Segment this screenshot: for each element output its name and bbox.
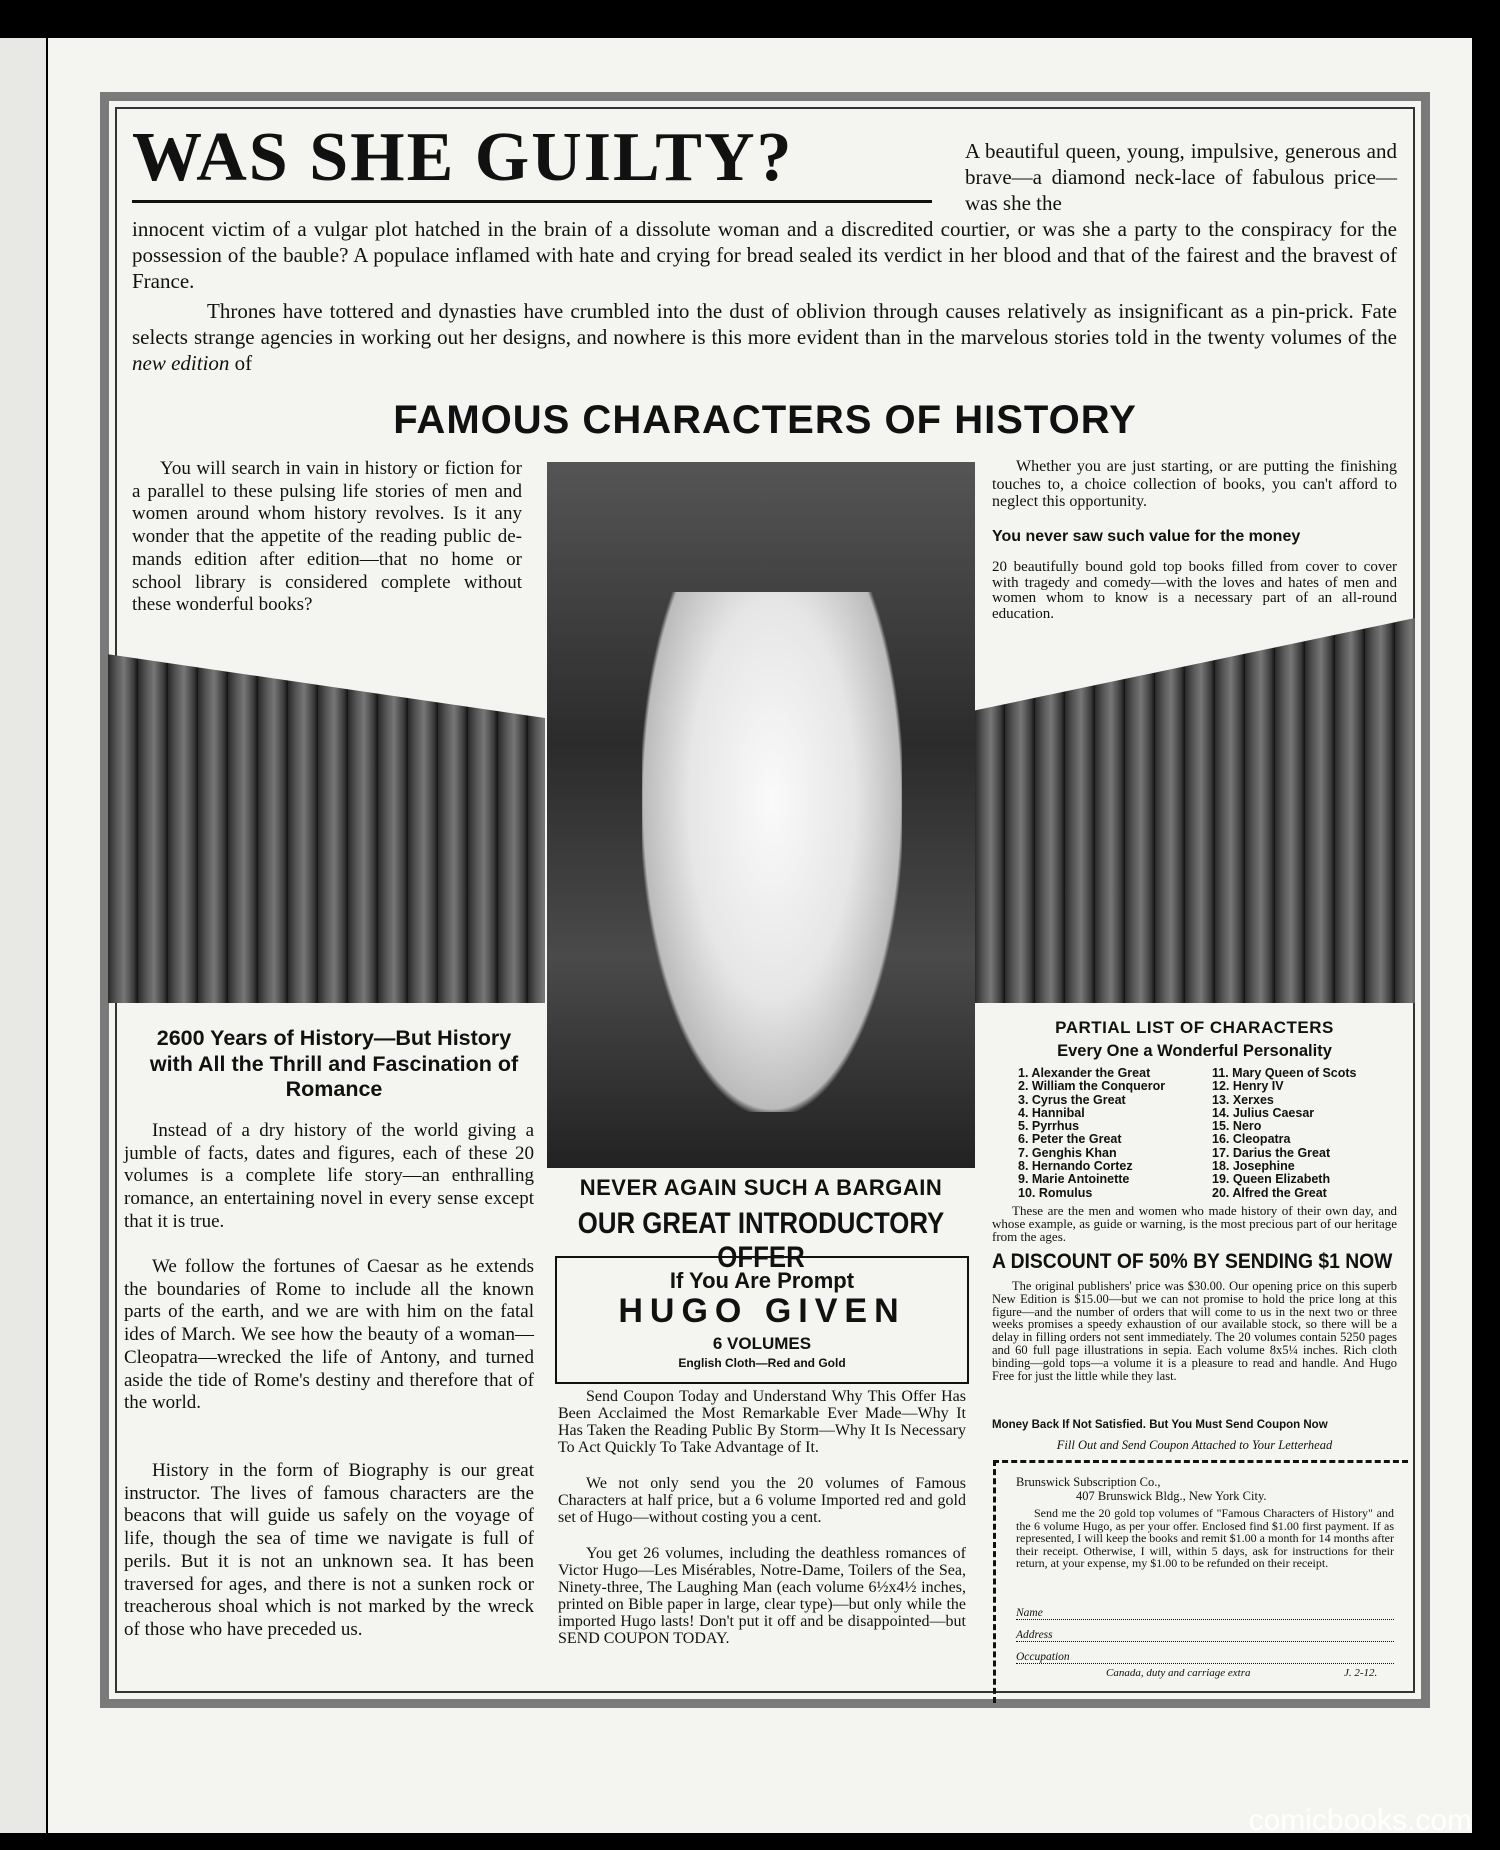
partial-list-subtitle: Every One a Wonderful Personality xyxy=(1057,1042,1332,1060)
order-coupon[interactable] xyxy=(993,1460,1408,1703)
offer-line: OUR GREAT INTRODUCTORY OFFER xyxy=(577,1207,945,1274)
headline-rule xyxy=(132,200,932,203)
box-line-4: English Cloth—Red and Gold xyxy=(678,1356,846,1370)
left-paragraph-1: Instead of a dry history of the world giving a jumble of facts, dates and figures, each of these 20 volumes is a complete life story—an enthralling romance, an entertaining novel in every sense except that it is true. xyxy=(124,1120,534,1232)
coupon-address-2: 407 Brunswick Bldg., New York City. xyxy=(1076,1489,1267,1503)
character: 16. Cleopatra xyxy=(1212,1132,1291,1147)
facing-page-strip xyxy=(0,38,46,1833)
coupon-name-field[interactable]: Name xyxy=(1016,1607,1394,1620)
left-paragraph-2: We follow the fortunes of Caesar as he extends the boundaries of Rome to include all the known parts of the earth, and we are with him on the fatal ides of March. We see how the beauty of a woman—Cleopatra—wrecked the life of Antony, and turned aside the tide of Rome's destiny and therefore that of the world. xyxy=(124,1256,534,1414)
intro-continued: innocent victim of a vulgar plot hatched in the brain of a dissolute woman and a discredited courtier, or was she a party to the conspiracy for the possession of the bauble? A populace inflamed with hate and crying for bread sealed its verdict in her blood and that of the fairest and the bravest of France. xyxy=(132,217,1397,293)
coupon-address-1: Brunswick Subscription Co., xyxy=(1016,1475,1161,1489)
figure-woman xyxy=(642,592,902,1112)
character: 8. Hernando Cortez xyxy=(1018,1159,1133,1174)
right-top-text-2: 20 beautifully bound gold top books filled from cover to cover with tragedy and comedy—with the loves and hates of men and women whom to know is a necessary part of an all-round education. xyxy=(992,559,1397,622)
character: 20. Alfred the Great xyxy=(1212,1185,1327,1200)
character: 10. Romulus xyxy=(1018,1185,1093,1200)
box-line-3: 6 VOLUMES xyxy=(712,1334,812,1353)
fill-out-note: Fill Out and Send Coupon Attached to Your Letterhead xyxy=(1056,1438,1333,1452)
character-list-left xyxy=(1018,1067,1212,1200)
marie-antoinette-illustration xyxy=(547,462,975,1168)
character: 4. Hannibal xyxy=(1018,1105,1085,1120)
character-list-right xyxy=(1212,1067,1361,1200)
box-line-1: If You Are Prompt xyxy=(669,1268,855,1293)
character: 7. Genghis Khan xyxy=(1018,1145,1117,1160)
center-paragraph-2: We not only send you the 20 volumes of Famous Characters at half price, but a 6 volume Imported red and gold set of Hugo—without costing you a cent. xyxy=(558,1475,966,1526)
box-line-2: HUGO GIVEN xyxy=(618,1292,906,1330)
list-note: These are the men and women who made history of their own day, and whose example, as guide or warning, is the most precious part of our heritage from the ages. xyxy=(992,1203,1397,1244)
section-title: FAMOUS CHARACTERS OF HISTORY xyxy=(393,398,1137,442)
intro-paragraph-2 xyxy=(132,298,1397,376)
coupon-code: J. 2-12. xyxy=(1344,1667,1378,1679)
coupon-body: Send me the 20 gold top volumes of "Famous Characters of History" and the 6 volume Hugo, as per your offer. Enclosed find $1.00 first payment. If as represented, I will keep the books and remit $1.00 a month for 14 months after their receipt. Otherwise, I will, within 5 days, ask for instructions for their return, at your expense, my $1.00 to be refunded on their receipt. xyxy=(1016,1506,1394,1571)
intro-right: A beautiful queen, young, impulsive, generous and brave—a diamond neck-lace of fabulous price—was she the xyxy=(965,139,1397,215)
partial-list-title: PARTIAL LIST OF CHARACTERS xyxy=(1055,1018,1334,1037)
intro-p2-end: of xyxy=(234,351,253,375)
left-top-text: You will search in vain in history or fiction for a parallel to these pulsing life stories of men and women around whom history revolves. Is it any wonder that the appetite of the reading public de-mands edition after edition—that no home or school library is considered complete without these wonderful books? xyxy=(132,458,522,616)
coupon-footer: Canada, duty and carriage extra xyxy=(1106,1667,1251,1679)
character: 19. Queen Elizabeth xyxy=(1212,1172,1331,1187)
character: 15. Nero xyxy=(1212,1119,1262,1134)
coupon-occupation-field[interactable]: Occupation xyxy=(1016,1651,1394,1664)
headline: WAS SHE GUILTY? xyxy=(132,119,794,196)
money-back: Money Back If Not Satisfied. But You Must Send Coupon Now xyxy=(992,1419,1328,1431)
character: 5. Pyrrhus xyxy=(1018,1119,1080,1134)
left-heading: 2600 Years of History—But History with All the Thrill and Fascination of Romance xyxy=(149,1026,519,1101)
character: 6. Peter the Great xyxy=(1018,1132,1122,1147)
character-list xyxy=(1018,1067,1361,1200)
intro-p2-em: new edition xyxy=(132,351,230,375)
character: 3. Cyrus the Great xyxy=(1018,1092,1126,1107)
discount-heading: A DISCOUNT OF 50% BY SENDING $1 NOW xyxy=(992,1250,1393,1273)
character: 12. Henry IV xyxy=(1212,1079,1284,1094)
character: 17. Darius the Great xyxy=(1212,1145,1331,1160)
coupon-address-field[interactable]: Address xyxy=(1016,1629,1394,1642)
left-paragraph-3: History in the form of Biography is our great instructor. The lives of famous characters are the beacons that will guide us safely on the voyage of life, though the sea of time we navigate is full of perils. But it is not an unknown sea. It has been traversed for ages, and there is not a sunken rock or treacherous shoal which is not marked by the wreck of those who have preceded us. xyxy=(124,1460,534,1640)
center-paragraph-1: Send Coupon Today and Understand Why This Offer Has Been Acclaimed the Most Remarkable Ever Made—Why It Has Taken the Reading Public By Storm—Why It Is Necessary To Act Quickly To Take Advantage of It. xyxy=(558,1388,966,1456)
intro-p2-text: Thrones have tottered and dynasties have crumbled into the dust of oblivion through causes relatively as insignificant as a pin-prick. Fate selects strange agencies in working out her designs, and nowhere is this more evident than in the marvelous stories told in the twenty volumes of the xyxy=(132,299,1397,349)
character: 13. Xerxes xyxy=(1212,1092,1274,1107)
character: 9. Marie Antoinette xyxy=(1018,1172,1130,1187)
right-top-bold: You never saw such value for the money xyxy=(992,528,1301,545)
character: 11. Mary Queen of Scots xyxy=(1212,1066,1357,1080)
character: 14. Julius Caesar xyxy=(1212,1105,1315,1120)
hugo-offer-box xyxy=(555,1256,969,1384)
watermark: comicbooks.com xyxy=(1248,1804,1472,1837)
bargain-line: NEVER AGAIN SUCH A BARGAIN xyxy=(579,1175,943,1200)
character: 18. Josephine xyxy=(1212,1159,1295,1174)
character: 2. William the Conqueror xyxy=(1018,1079,1166,1094)
discount-text: The original publishers' price was $30.00. Our opening price on this superb New Edition is $15.00—but we can not promise to hold the price long at this figure—and the number of orders that will come to us in the next two or three weeks promises a speedy exhaustion of our available stock, so there will be a delay in filling orders not sent immediately. The 20 volumes contain 5250 pages and 60 full page illustrations in sepia. Each volume 8x5¼ inches. Rich cloth binding—gold tops—a volume it is a pleasure to read and handle. And Hugo Free for just the little while they last. xyxy=(992,1279,1397,1383)
character: 1. Alexander the Great xyxy=(1018,1066,1151,1080)
right-top-text-1: Whether you are just starting, or are putting the finishing touches to, a choice collection of books, you can't afford to neglect this opportunity. xyxy=(992,458,1397,510)
center-paragraph-3: You get 26 volumes, including the deathless romances of Victor Hugo—Les Misérables, Notre-Dame, Toilers of the Sea, Ninety-three, The Laughing Man (each volume 6½x4½ inches, printed on Bible paper in large, clear type)—but only while the imported Hugo lasts! Don't put it off and be disappointed—but SEND COUPON TODAY. xyxy=(558,1545,966,1647)
